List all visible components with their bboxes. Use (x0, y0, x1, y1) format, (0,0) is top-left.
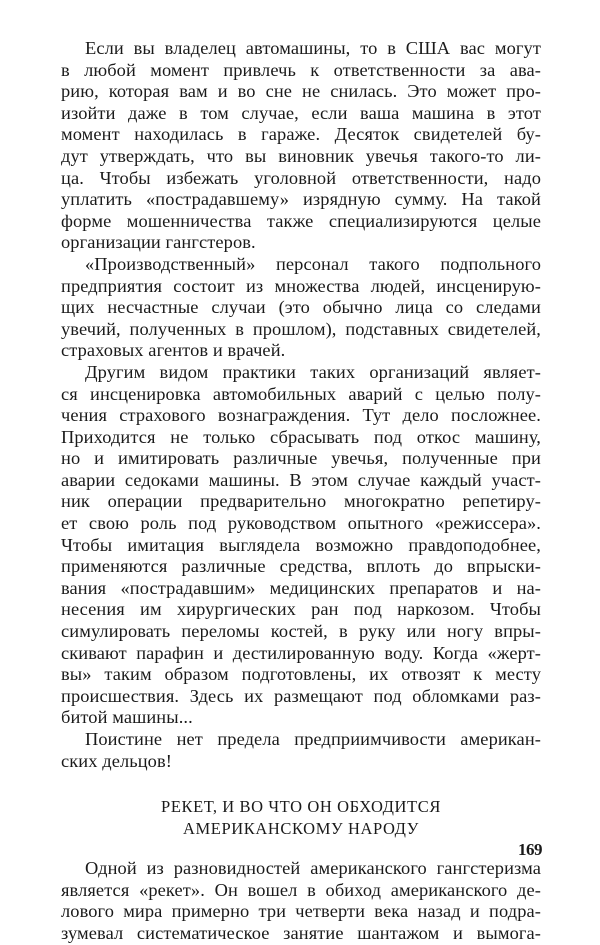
text-line: несения им хирургических ран под наркозом. Чтобы (61, 599, 541, 620)
book-page (61, 38, 541, 945)
section-paragraph-1 (61, 858, 541, 944)
text-line: увечий, полученных в прошлом), подставных свидетелей, (61, 318, 541, 339)
paragraph-1 (61, 38, 541, 254)
text-line: дут утверждать, что вы виновник увечья такого-то ли- (61, 145, 541, 166)
text-line: но и имитировать различные увечья, полученные при (61, 448, 541, 469)
paragraph-4 (61, 729, 541, 772)
text-line: изойти даже в том случае, если ваша машина в этот (61, 102, 541, 123)
text-line: организации гангстеров. (61, 232, 256, 253)
text-line: в любой момент привлечь к ответственности за ава- (61, 59, 541, 80)
text-line: лового мира примерно три четверти века назад и подра- (61, 901, 541, 922)
text-line: уплатить «пострадавшему» изрядную сумму. На такой (61, 189, 541, 210)
text-line: Приходится не только сбрасывать под откос машину, (61, 426, 541, 447)
text-line: форме мошенничества также специализируются целые (61, 210, 541, 231)
text-line: Другим видом практики таких организаций являет- (85, 361, 541, 382)
section-heading-line-2: АМЕРИКАНСКОМУ НАРОДУ (182, 819, 420, 839)
text-line: происшествия. Здесь их размещают под обломками раз- (61, 685, 541, 706)
text-line: момент находилась в гараже. Десяток свидетелей бу- (61, 124, 541, 145)
page-number: 169 (518, 840, 542, 859)
text-line: аварии седоками машины. В этом случае каждый участ- (61, 469, 541, 490)
text-line: Если вы владелец автомашины, то в США вас могут (85, 38, 541, 58)
text-line: «Производственный» персонал такого подпольного (85, 253, 541, 274)
text-line: Одной из разновидностей американского гангстеризма (85, 858, 541, 879)
text-line: ник операции предварительно многократно репетиру- (61, 491, 541, 512)
text-line: Поистине нет предела предприимчивости американ- (85, 729, 541, 749)
text-line: применяются различные средства, вплоть до впрыски- (61, 556, 541, 577)
text-line: вания «пострадавшим» медицинских препаратов и на- (61, 577, 541, 598)
text-line: битой машины... (61, 707, 193, 728)
text-line: вы» таким образом подготовлены, их отвозят к месту (61, 664, 541, 685)
section-heading-line-1: РЕКЕТ, И ВО ЧТО ОН ОБХОДИТСЯ (161, 797, 441, 817)
text-line: ет свою роль под руководством опытного «режиссера». (61, 513, 541, 534)
text-line: ских дельцов! (61, 750, 172, 771)
text-line: предприятия состоит из множества людей, инсценирую- (61, 275, 541, 296)
text-line: ца. Чтобы избежать уголовной ответственности, надо (61, 167, 541, 188)
section-heading (61, 796, 541, 840)
text-line: щих несчастные случаи (это обычно лица со следами (61, 297, 541, 318)
paragraph-3 (61, 362, 541, 729)
text-line: страховых агентов и врачей. (61, 340, 286, 361)
text-line: рию, которая вам и во сне не снилась. Это может про- (61, 81, 541, 102)
text-line: чения страхового вознаграждения. Тут дело посложнее. (61, 405, 541, 426)
text-line: Чтобы имитация выглядела возможно правдоподобнее, (61, 534, 541, 555)
text-line: является «рекет». Он вошел в обиход американского де- (61, 879, 541, 900)
text-line: симулировать переломы костей, в руку или ногу впры- (61, 621, 541, 642)
paragraph-2 (61, 254, 541, 362)
text-line: зумевал систематическое занятие шантажом и вымога- (61, 922, 541, 943)
text-line: ся инсценировка автомобильных аварий с целью полу- (61, 383, 541, 404)
text-line: скивают парафин и дестилированную воду. Когда «жерт- (61, 642, 541, 663)
